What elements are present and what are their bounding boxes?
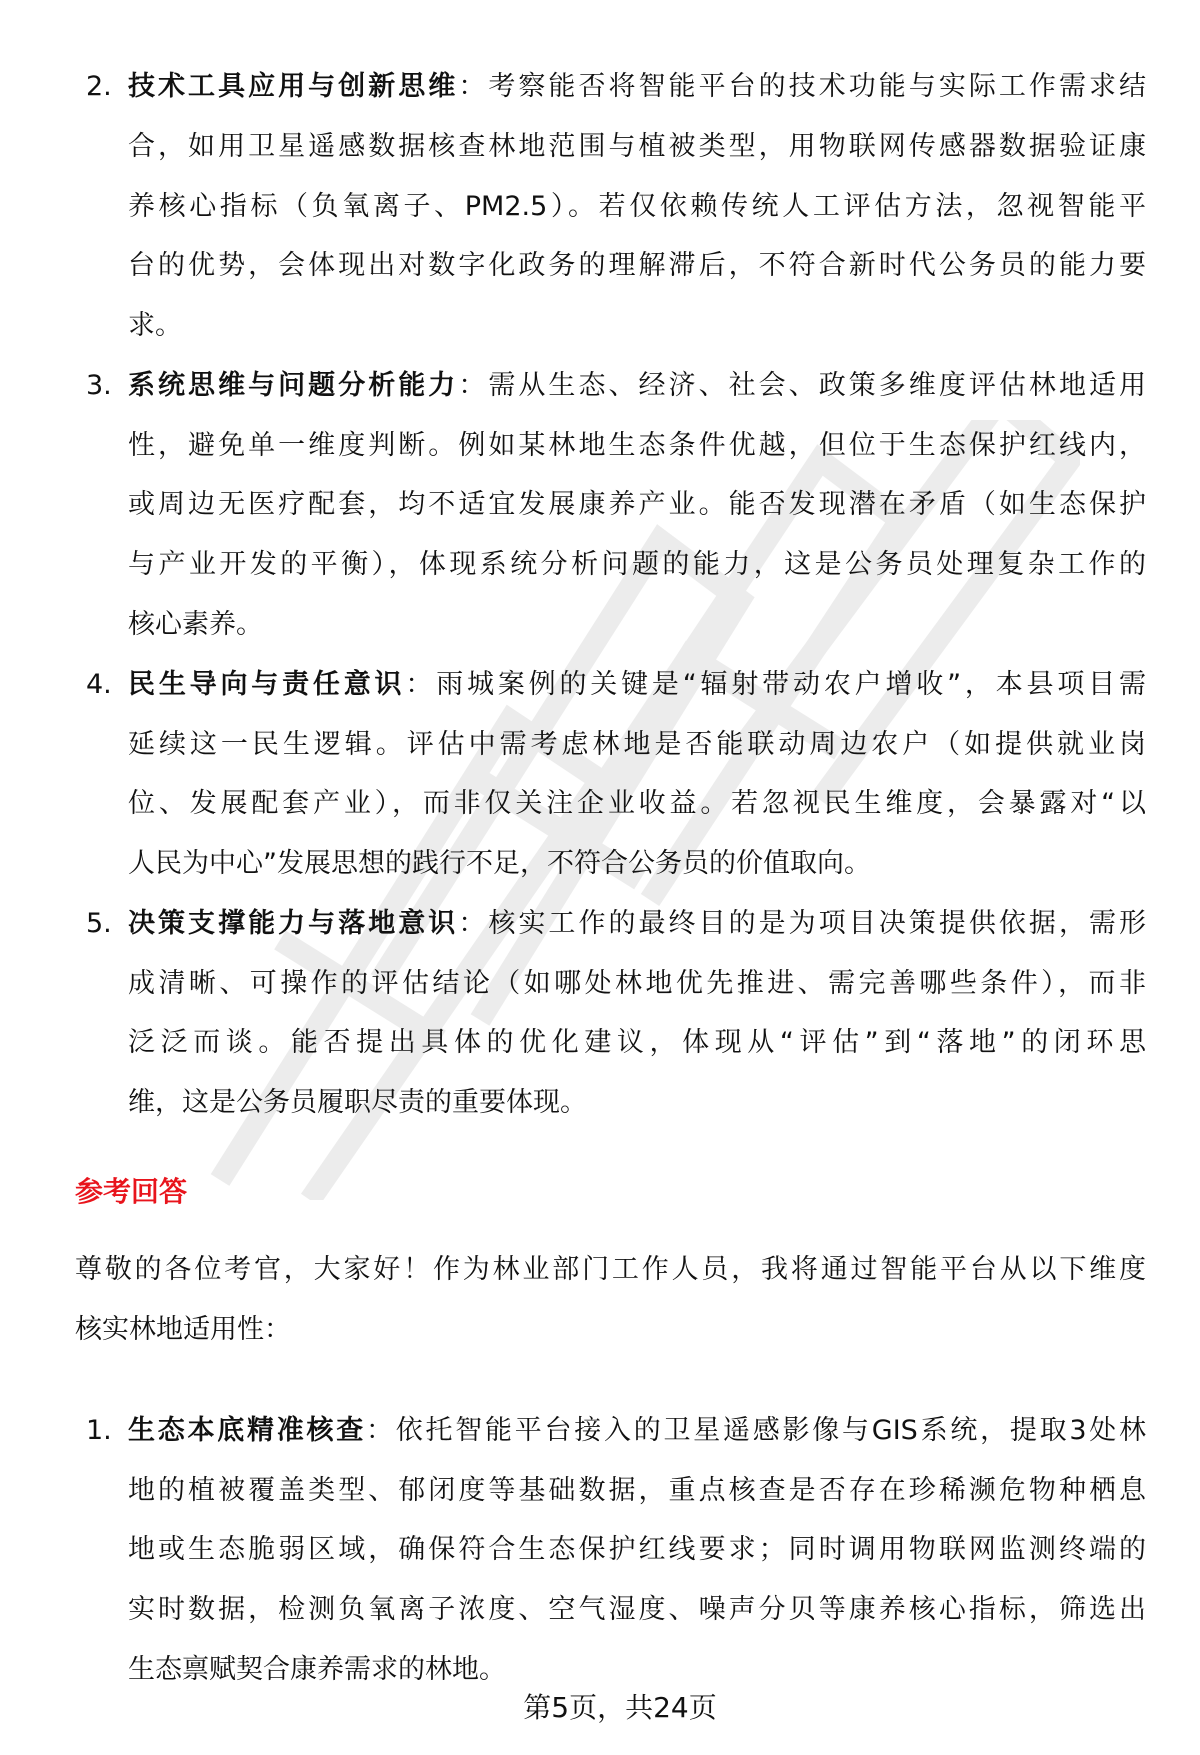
list-item-line: 核心素养。 — [128, 609, 263, 640]
criterion-text: ：需从生态、经济、社会、政策多维度评估林地适用 — [458, 370, 1147, 401]
list-number: 4. — [86, 669, 112, 700]
list-item-line — [128, 356, 1146, 416]
list-item-line: 合，如用卫星遥感数据核查林地范围与植被类型，用物联网传感器数据验证康 — [128, 131, 1146, 162]
list-item-line: 成清晰、可操作的评估结论（如哪处林地优先推进、需完善哪些条件），而非 — [128, 968, 1146, 999]
intro-line: 尊敬的各位考官，大家好！作为林业部门工作人员，我将通过智能平台从以下维度 — [75, 1254, 1146, 1285]
list-item-line: 延续这一民生逻辑。评估中需考虑林地是否能联动周边农户（如提供就业岗 — [128, 729, 1146, 760]
list-item-line: 地或生态脆弱区域，确保符合生态保护红线要求；同时调用物联网监测终端的 — [128, 1534, 1146, 1565]
list-item-line: 位、发展配套产业），而非仅关注企业收益。若忽视民生维度，会暴露对“以 — [128, 788, 1146, 819]
list-item-line: 地的植被覆盖类型、郁闭度等基础数据，重点核查是否存在珍稀濒危物种栖息 — [128, 1475, 1146, 1506]
list-number: 1. — [86, 1415, 112, 1446]
criterion-title: 决策支撑能力与落地意识 — [128, 908, 459, 939]
list-item-line — [128, 57, 1146, 117]
criterion-title: 系统思维与问题分析能力 — [128, 370, 459, 401]
list-number: 5. — [86, 908, 112, 939]
list-item-line — [128, 655, 1146, 715]
list-item-line: 或周边无医疗配套，均不适宜发展康养产业。能否发现潜在矛盾（如生态保护 — [128, 489, 1146, 520]
answer-text: ：依托智能平台接入的卫星遥感影像与GIS系统，提取3处林 — [366, 1415, 1147, 1446]
list-item-line: 泛泛而谈。能否提出具体的优化建议，体现从“评估”到“落地”的闭环思 — [128, 1027, 1146, 1058]
criterion-text: ：考察能否将智能平台的技术功能与实际工作需求结 — [458, 71, 1147, 102]
list-item-line: 与产业开发的平衡），体现系统分析问题的能力，这是公务员处理复杂工作的 — [128, 549, 1146, 580]
list-item-line: 养核心指标（负氧离子、PM2.5）。若仅依赖传统人工评估方法，忽视智能平 — [128, 191, 1146, 222]
intro-line: 核实林地适用性： — [75, 1314, 291, 1345]
list-item-line: 人民为中心”发展思想的践行不足，不符合公务员的价值取向。 — [128, 848, 871, 879]
answer-title: 生态本底精准核查 — [128, 1415, 367, 1446]
list-item-line: 求。 — [128, 310, 182, 341]
list-number: 3. — [86, 370, 112, 401]
list-item-line: 生态禀赋契合康养需求的林地。 — [128, 1654, 506, 1685]
criterion-text: ：雨城案例的关键是“辐射带动农户增收”，本县项目需 — [405, 669, 1146, 700]
page-number-footer: 第5页，共24页 — [523, 1691, 717, 1724]
list-item-line — [128, 1401, 1146, 1461]
section-heading: 参考回答 — [75, 1175, 188, 1208]
list-item-line: 维，这是公务员履职尽责的重要体现。 — [128, 1087, 587, 1118]
list-number: 2. — [86, 71, 112, 102]
list-item-line: 性，避免单一维度判断。例如某林地生态条件优越，但位于生态保护红线内， — [128, 430, 1146, 461]
list-item-line: 实时数据，检测负氧离子浓度、空气湿度、噪声分贝等康养核心指标，筛选出 — [128, 1594, 1146, 1625]
list-item-line — [128, 894, 1146, 954]
criterion-text: ：核实工作的最终目的是为项目决策提供依据，需形 — [458, 908, 1147, 939]
criterion-title: 民生导向与责任意识 — [128, 669, 406, 700]
criterion-title: 技术工具应用与创新思维 — [128, 71, 459, 102]
list-item-line: 台的优势，会体现出对数字化政务的理解滞后，不符合新时代公务员的能力要 — [128, 250, 1146, 281]
